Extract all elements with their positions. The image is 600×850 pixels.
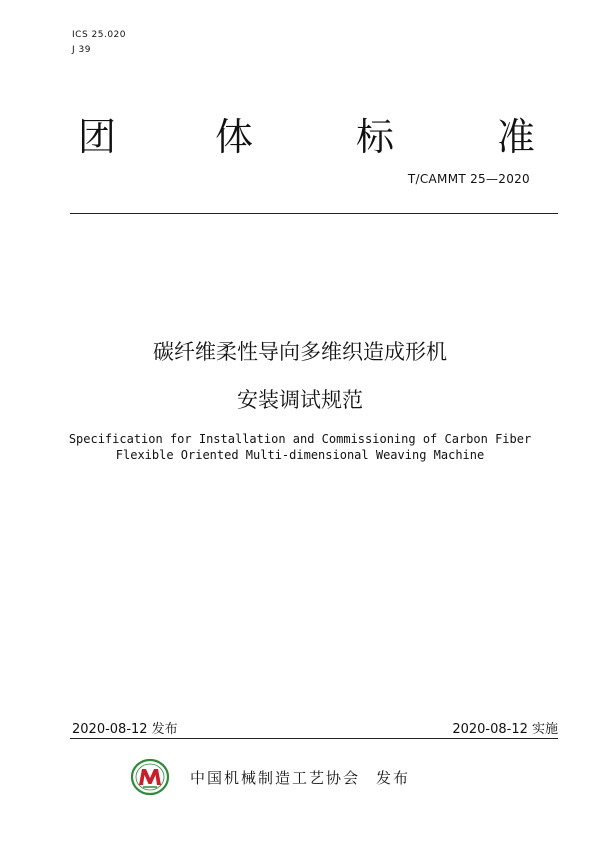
publisher-action: 发布	[376, 769, 411, 787]
english-title-line-1: Specification for Installation and Commissioning of Carbon Fiber	[68, 432, 532, 446]
standard-type-char-2: 体	[215, 115, 254, 159]
standard-type-char-1: 团	[78, 115, 117, 159]
publisher-name: 中国机械制造工艺协会	[190, 769, 361, 787]
document-number: T/CAMMT 25—2020	[407, 172, 530, 186]
chinese-title-line-1: 碳纤维柔性导向多维织造成形机	[153, 340, 447, 364]
ccs-code: J 39	[72, 45, 91, 55]
standard-type-char-3: 标	[356, 115, 395, 159]
publish-date: 2020-08-12 发布	[72, 722, 178, 737]
chinese-title-line-2: 安装调试规范	[237, 388, 363, 412]
implement-date: 2020-08-12 实施	[452, 722, 558, 737]
top-divider	[70, 213, 558, 214]
ics-code: ICS 25.020	[72, 30, 127, 40]
bottom-divider	[70, 738, 558, 739]
association-logo-icon	[130, 758, 170, 796]
english-title-line-2: Flexible Oriented Multi-dimensional Weaving Machine	[115, 448, 485, 462]
standard-type-char-4: 准	[497, 115, 536, 159]
publisher-line	[190, 767, 410, 788]
